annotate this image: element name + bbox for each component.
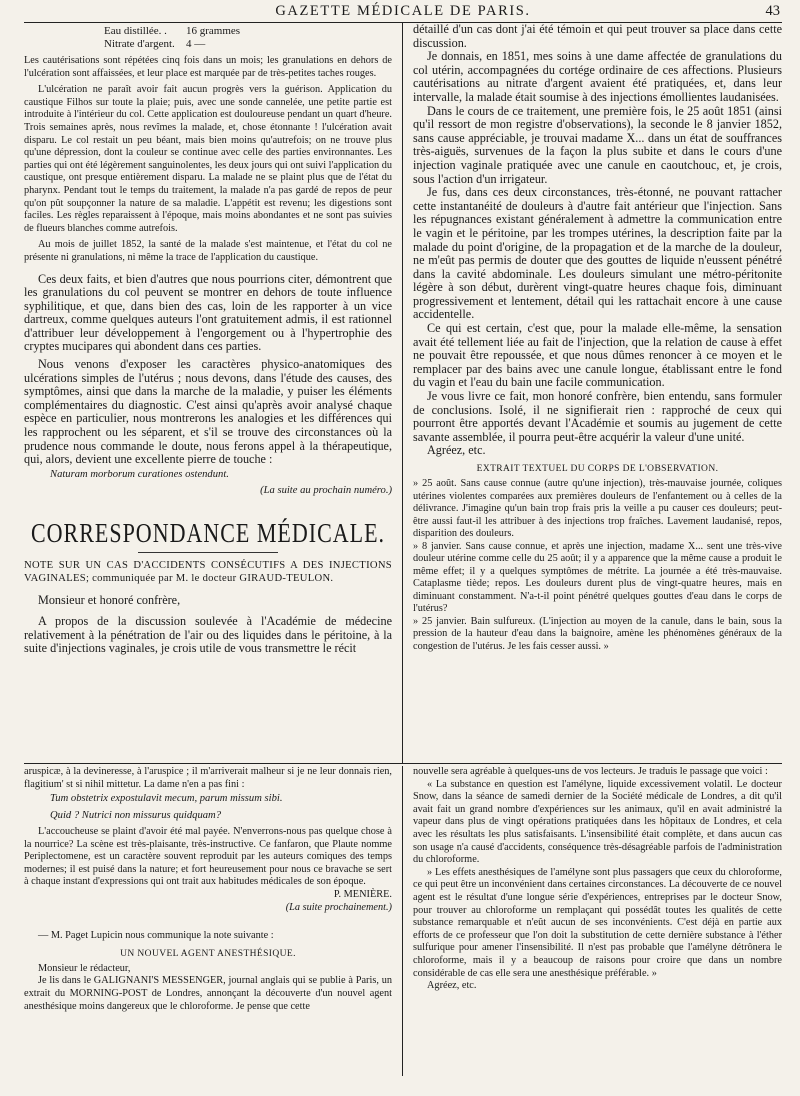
feuilleton bbox=[24, 766, 782, 1076]
paragraph: A propos de la discussion soulevée à l'Académie de médecine relativement à la pénétration de l'air ou des liquides dans le péritoine, à la suite d'injections vaginales, je crois utile de vous transmettre le récit bbox=[24, 614, 392, 656]
signature: P. MENIÈRE. bbox=[333, 888, 392, 900]
paragraph: Nous venons d'exposer les caractères physico-anatomiques des ulcérations simples de l'utérus ; nous devons, dans l'étude des causes, des symptômes, ainsi que dans la marche de la maladie, y puiser les éléments complémentaires du diagnostic. C'est ainsi qu'après avoir analysé chaque espèce en particulier, nous montrerons les analogies et les différences qui les rapprochent ou les séparent, et s'il se trouve des circonstances où la prudence nous commande le doute, nous ferons appel à la thérapeutique, qui, alors, devient une excellente pierre de touche : bbox=[24, 357, 392, 467]
paragraph: Dans le cours de ce traitement, une première fois, le 25 août 1851 (ainsi qu'il ressort de mon registre d'observations), la seconde le 8 janvier 1852, sans cause appréciable, je trouvai madame X... dans un état de souffrances très-aiguës, survenues de la façon la plus subite et dans le cours d'une injection vaginale pratiquée avec une canule en caoutchouc, et, je crois, sous l'action d'un irrigateur. bbox=[413, 103, 782, 186]
observation-entry: » 8 janvier. Sans cause connue, et après une injection, madame X... sent une très-vive douleur utérine comme celle du 25 août; il y a apparence que la même cause a produit le même effet; il y a quelques symptômes de métrite. La journée a été très-mauvaise. Cataplasme tiède; repos. Les douleurs durent plus de vingt-quatre heures, mais en diminuant constamment. N'a-t-il point pénétré quelques gouttes d'eau dans le corps de l'utérus? bbox=[413, 540, 782, 614]
continued-note: (La suite prochainement.) bbox=[285, 901, 392, 913]
article-heading: UN NOUVEL AGENT ANESTHÉSIQUE. bbox=[120, 948, 296, 959]
journal-title: GAZETTE MÉDICALE DE PARIS. bbox=[275, 3, 531, 19]
main-body bbox=[24, 23, 782, 764]
latin-verse: Quid ? Nutrici non missurus quidquam? bbox=[50, 809, 221, 821]
right-column bbox=[402, 23, 782, 763]
paragraph: détaillé d'un cas dont j'ai été témoin et qui peut trouver sa place dans cette discussion. bbox=[413, 23, 782, 50]
divider bbox=[138, 552, 278, 553]
paragraph: aruspicæ, à la devineresse, à l'aruspice ; il m'arriverait malheur si je ne leur donnais rien, flagitium' st si nihil mittetur. La dame n'en a pas fini : bbox=[24, 766, 392, 790]
paragraph: Je lis dans le GALIGNANI'S MESSENGER, journal anglais qui se publie à Paris, un extrait du MORNING-POST de Londres, annonçant la découverte d'un nouvel agent anesthésique moins dangereux que le chloroforme. Je pense que cette bbox=[24, 975, 392, 1012]
feuilleton-left-column bbox=[24, 766, 402, 1076]
article-heading: NOTE SUR UN CAS D'ACCIDENTS CONSÉCUTIFS A DES INJECTIONS VAGINALES; communiquée par M. le docteur GIRAUD-TEULON. bbox=[24, 559, 392, 585]
paragraph: nouvelle sera agréable à quelques-uns de vos lecteurs. Je traduis le passage que voici : bbox=[413, 766, 768, 777]
section-title: CORRESPONDANCE MÉDICALE. bbox=[30, 516, 386, 548]
formula-quantity: 16 grammes bbox=[186, 25, 241, 37]
paragraph: — M. Paget Lupicin nous communique la note suivante : bbox=[38, 930, 274, 942]
page-number: 43 bbox=[765, 3, 780, 19]
feuilleton-right-column bbox=[402, 766, 782, 1076]
observation-heading: EXTRAIT TEXTUEL DU CORPS DE L'OBSERVATION. bbox=[476, 464, 719, 474]
paragraph: Ce qui est certain, c'est que, pour la malade elle-même, la sensation avait été tellement liée au fait de l'injection, que la relation de cause à effet ne pouvait être repoussée, et que nous dûmes renoncer à ce moyen et le remplacer par des bains avec une canule longue, établissant entre le fond du vagin et l'eau du bain une facile communication. bbox=[413, 321, 782, 390]
running-header bbox=[24, 0, 782, 23]
latin-quote: Naturam morborum curationes ostendunt. bbox=[50, 468, 229, 480]
paragraph: Je fus, dans ces deux circonstances, très-étonné, ne pouvant rattacher cette instantanéité de douleurs à d'autre fait antérieur que l'injection. Sans les répugnances existant généralement à admettre la communication entre le vagin et le péritoine, par les trompes utérines, la description faite par la malade du point d'origine, de la propagation et de la marche de la douleur, ne m'eût pas permis de douter que des gouttes de liquide n'eussent pénétré dans la cavité abdominale. Les douleurs simulant une métro-péritonite légère à son début, durèrent vingt-quatre heures chaque fois, diminuant progressivement et lentement, détail qui les rattachait encore à une cause accidentelle. bbox=[413, 185, 782, 322]
paragraph: Je donnais, en 1851, mes soins à une dame affectée de granulations du col utérin, accompagnées du cortége ordinaire de ces affections. Plusieurs cautérisations au nitrate d'argent avaient été pratiquées, et, dans leur intervalle, la malade était soumise à des injections émollientes laudanisées. bbox=[413, 49, 782, 104]
salutation: Monsieur et honoré confrère, bbox=[38, 592, 181, 607]
paragraph: Je vous livre ce fait, mon honoré confrère, bien entendu, sans formuler de conclusions. Isolé, il ne signifierait rien : rapproché de ceux qui pourront être apportés devant l'Académie et soumis au jugement de cette savante assemblée, il pourra peut-être acquérir la valeur d'une unité. bbox=[413, 389, 782, 444]
formula-ingredient: Nitrate d'argent. bbox=[104, 38, 175, 50]
formula-quantity: 4 — bbox=[186, 38, 206, 50]
latin-verse: Tum obstetrix expostulavit mecum, parum missum sibi. bbox=[50, 793, 283, 805]
observation-extract bbox=[413, 478, 782, 653]
closing: Agréez, etc. bbox=[427, 443, 486, 458]
prescription-formula bbox=[104, 25, 392, 51]
closing: Agréez, etc. bbox=[427, 980, 477, 992]
salutation: Monsieur le rédacteur, bbox=[38, 962, 131, 974]
paragraph: L'accoucheuse se plaint d'avoir été mal payée. N'enverrons-nous pas quelque chose à la nourrice? La scène est très-plaisante, très-instructive. Ce fanfaron, que Plaute nomme Periplectomene, est un caractère souvent reproduit par les auteurs comiques des temps modernes; il est puisé dans la nature; et fort heureusement pour nous ce bravache se sert à chaque instant d'expressions qui ont trait aux habitudes médicales de son époque. bbox=[24, 826, 392, 888]
paragraph: Les cautérisations sont répétées cinq fois dans un mois; les granulations en dehors de l'ulcération sont affaissées, et leur place est marquée par de très-petites taches rouges. bbox=[24, 55, 392, 79]
paragraph: Au mois de juillet 1852, la santé de la malade s'est maintenue, et l'état du col ne présente ni granulations, ni même la trace de l'application du caustique. bbox=[24, 239, 392, 263]
paragraph: « La substance en question est l'amélyne, liquide excessivement volatil. Le docteur Snow, dans la séance de samedi dernier de la Société médicale de Londres, a dit qu'il avait fait un grand nombre d'expériences sur les animaux, qu'il en avait administré la vapeur dans plus de vingt opérations pratiquées dans les hôpitaux de Londres, et cela avec les résultats les plus satisfaisants. L'insensibilité était complète, et dans aucun cas son usage n'a causé d'accidents, conséquence très-désagréable parfois de l'administration du chloroforme. bbox=[413, 778, 782, 866]
paragraph: L'ulcération ne paraît avoir fait aucun progrès vers la guérison. Application du caustique Filhos sur toute la plaie; puis, avec une sonde cannelée, une petite partie est introduite à l'intérieur du col. Cette application est douloureuse pendant un quart d'heure. Trois semaines après, nous revîmes la malade, et, chose étonnante ! l'ulcération avait disparu. Le col restait un peu béant, mais bien moins qu'autrefois; on ne trouve plus qu'une dépression, dont la couleur se continue avec celle des parties environnantes. Les parties qui ont été légèrement sanguinolentes, les deux jours qui ont suivi l'application du caustique, ont presque entièrement disparu. La malade ne se plaint plus que de l'état du pharynx. Pendant tout le temps du traitement, la malade n'a pas gardé de repos de peur qu'on pût soupçonner la nature de sa maladie. L'appétit est revenu; les digestions sont faciles. Les règles reparaissent à l'époque, mais moins abondantes et ne sont pas suivies de flueurs blanches comme autrefois. bbox=[24, 84, 392, 234]
observation-entry: » 25 août. Sans cause connue (autre qu'une injection), très-mauvaise journée, coliques utérines violentes comparées aux premières douleurs de l'enfantement ou à celles de la délivrance. J'imagine qu'un bain trop frais pris la veille a pu causer ces douleurs; peut-être aussi faut-il les attribuer à des injections trop fraîches. Lavement laudanisé, repos, disparition des douleurs. bbox=[413, 478, 782, 539]
continued-note: (La suite au prochain numéro.) bbox=[260, 485, 392, 497]
left-column bbox=[24, 23, 402, 763]
observation-entry: » 25 janvier. Bain sulfureux. (L'injection au moyen de la canule, dans le bain, sous la pression de la hauteur d'eau dans la baignoire, amène les phénomènes généraux de la congestion de l'utérus. Je les fais cesser aussi. » bbox=[413, 615, 782, 652]
paragraph: Ces deux faits, et bien d'autres que nous pourrions citer, démontrent que les granulations du col peuvent se montrer en dehors de toute influence syphilitique, et que, dans bien des cas, loin de les rapporter à un vice dartreux, comme quelques auteurs l'ont gratuitement admis, il est rationnel d'attribuer leur développement à l'engorgement ou à l'hypertrophie des cryptes mucipares qui abondent dans ces parties. bbox=[24, 271, 392, 354]
formula-ingredient: Eau distillée. . bbox=[104, 25, 167, 37]
paragraph: » Les effets anesthésiques de l'amélyne sont plus passagers que ceux du chloroforme, ce qui peut être un inconvénient dans certaines circonstances. La découverte de ce nouvel agent est le résultat d'une longue série d'expériences, entreprises par le docteur Snow, pour trouver au chloroforme un remplaçant qui possédât toutes les qualités de cette substance remarquable et n'eût aucun de ses inconvénients. C'est déjà en partie aux efforts de ce professeur que l'on doit la substitution de cette dernière substance à l'éther sulfurique pour amener l'insensibilité. Il n'est pas probable que l'amélyne détrônera le chloroforme, mais il y a beaucoup de raisons pour croire que dans un nombre considérable de cas elle sera une anesthésique préférable. » bbox=[413, 866, 782, 979]
